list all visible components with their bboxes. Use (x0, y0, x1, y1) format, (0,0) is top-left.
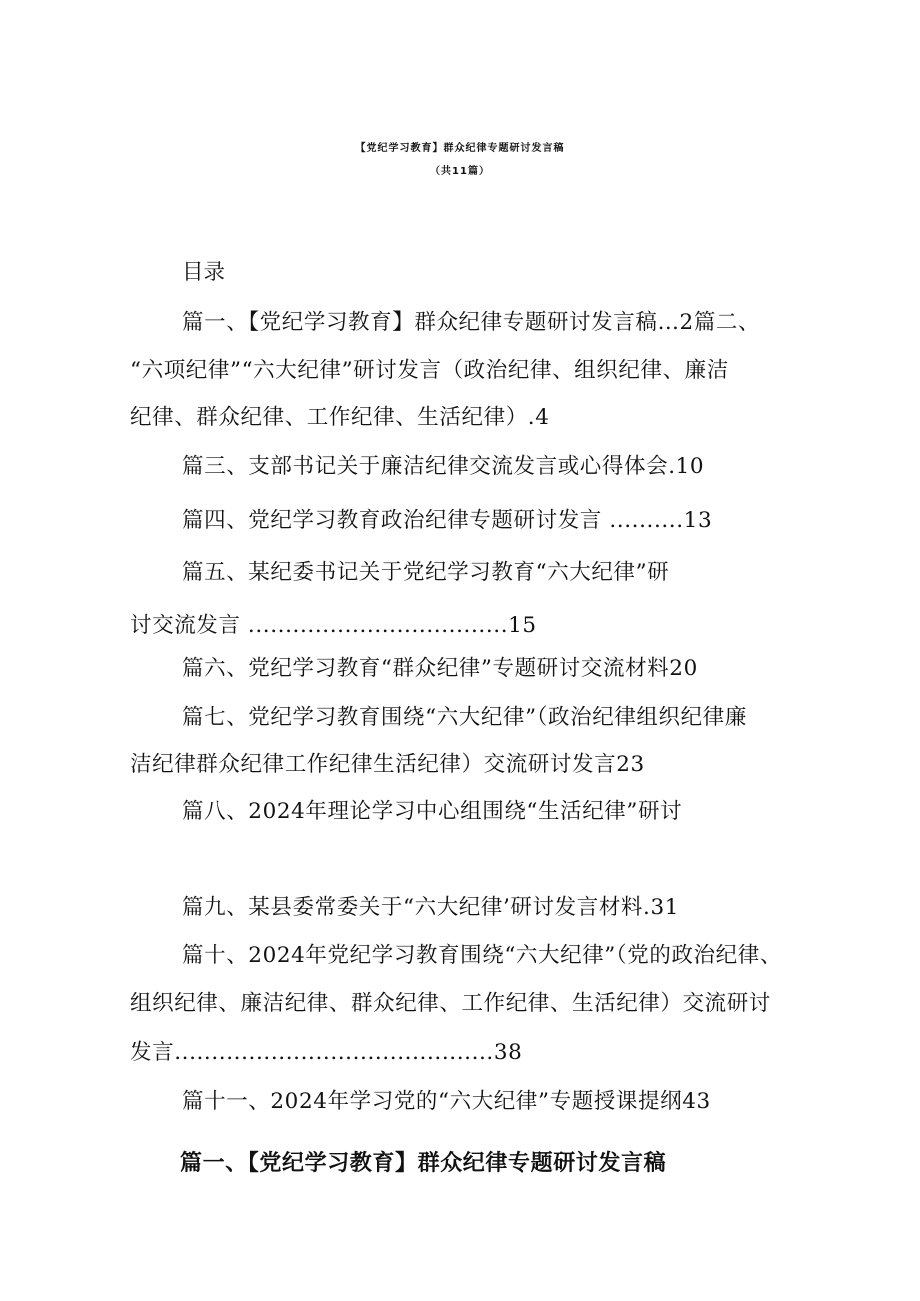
toc-line-6: 篇五、某纪委书记关于党纪学习教育“六大纪律”研 (182, 560, 670, 585)
toc-line-8: 篇六、党纪学习教育“群众纪律”专题研讨交流材料20 (182, 656, 698, 681)
toc-line-10: 洁纪律群众纪律工作纪律生活纪律）交流研讨发言23 (130, 752, 645, 777)
toc-line-2: “六项纪律”“六大纪律”研讨发言（政治纪律、组织纪律、廉洁 (130, 358, 729, 383)
toc-line-5: 篇四、党纪学习教育政治纪律专题研讨发言 ..........13 (182, 508, 713, 533)
toc-heading: 目录 (182, 260, 226, 285)
toc-line-14: 组织纪律、廉洁纪律、群众纪律、工作纪律、生活纪律）交流研讨 (130, 991, 771, 1016)
toc-line-4: 篇三、支部书记关于廉洁纪律交流发言或心得体会.10 (182, 454, 705, 479)
toc-line-15: 发言...........................................38 (130, 1040, 523, 1065)
toc-line-16: 篇十一、2024年学习党的“六大纪律”专题授课提纲43 (182, 1089, 711, 1114)
toc-line-12: 篇九、某县委常委关于“六大纪律’研讨发言材料.31 (182, 895, 680, 920)
section-heading: 篇一、【党纪学习教育】群众纪律专题研讨发言稿 (180, 1151, 667, 1176)
document-title-line-2: （共11篇） (430, 166, 490, 177)
toc-line-7: 讨交流发言 ...................................15 (130, 613, 537, 638)
toc-line-11: 篇八、2024年理论学习中心组围绕“生活纪律”研讨 (182, 799, 683, 824)
toc-line-3: 纪律、群众纪律、工作纪律、生活纪律）.4 (130, 405, 550, 430)
toc-line-13: 篇十、2024年党纪学习教育围绕“六大纪律”（党的政治纪律、 (182, 943, 782, 968)
toc-line-9: 篇七、党纪学习教育围绕“六大纪律”（政治纪律组织纪律廉 (182, 705, 747, 730)
toc-line-1: 篇一、【党纪学习教育】群众纪律专题研讨发言稿…2篇二、 (182, 310, 761, 335)
document-title-line-1: 【党纪学习教育】群众纪律专题研讨发言稿 (355, 143, 565, 154)
